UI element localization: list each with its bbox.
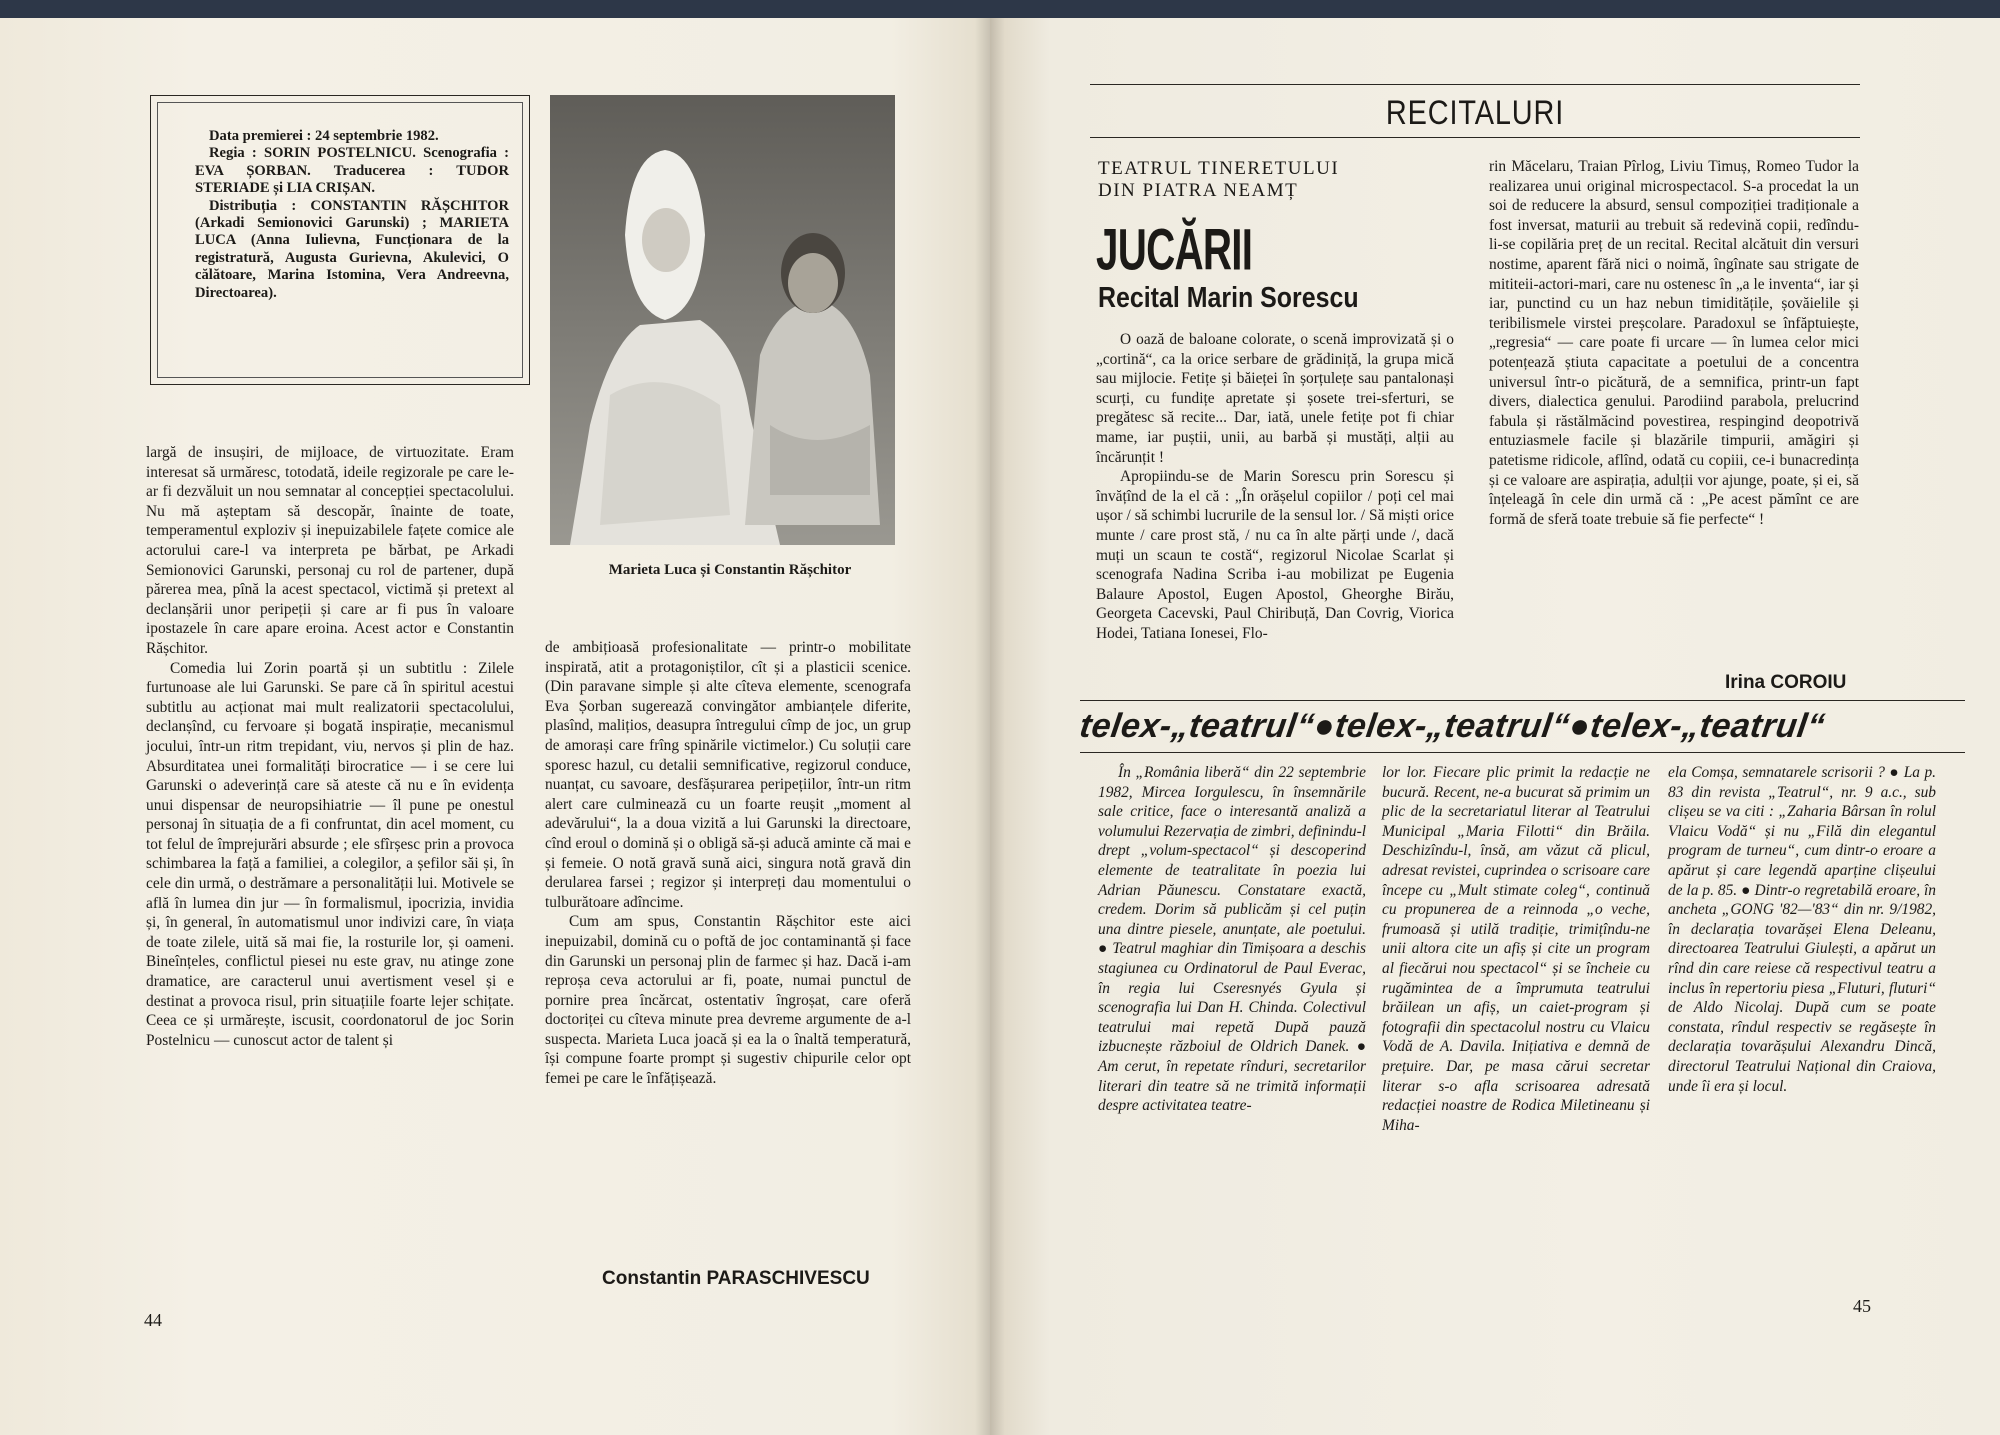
production-credits: Regia : SORIN POSTELNICU. Scenografia : EVA ȘORBAN. Traducerea : TUDOR STERIADE și LIA CRIȘAN. [195,145,509,197]
credits-box [150,95,530,385]
recital-column-2 [1489,157,1859,529]
paragraph: largă de insușiri, de mijloace, de virtuozitate. Eram interesat să urmăresc, totodată, ideile regizorale pe care le-ar fi dezvăluit un nou semnatar al concepției spectacolului. Nu mă așteptam să descopăr, înainte de toate, temperamentul exploziv și inepuizabilele fațete comice ale actorului care-l va interpreta pe bărbat, pe Arkadi Semionovici Garunski, personaj cu rol de partener, după părerea mea, pînă la acest spectacol, victimă și pretext al declanșării unor peripeții și care ar fi pus în valoare ipostazele în care apare eroina. Acest actor e Constantin Rășchitor. [146,444,514,657]
premiere-date: Data premierei : 24 septembrie 1982. [209,128,439,144]
page-number-left: 44 [144,1310,162,1330]
theatre-line: TEATRUL TINERETULUI [1098,158,1340,179]
recital-column-1 [1096,330,1454,644]
recital-signature: Irina COROIU [1725,672,1847,693]
paragraph: Comedia lui Zorin poartă și un subtitlu : Zilele furtunoase ale lui Garunski. Se pare că în spiritul acestui subtitlu au acționat mai mult realizatorii spectacolului, declanșînd, cu fervoare și bogată inspirație, mecanismul jocului, într-un ritm trepidant, viu, nervos și plin de haz. Absurditatea unei formalități birocratice — i se cere lui Garunski o adeverință care să ateste că nu e în evidența unui dispensar de neuropsihiatrie — îl pune pe onestul personaj în situația de a fi confruntat, din acel moment, cu tot felul de împrejurări absurde ; ele sfîrșesc prin a provoca schimbarea la față a familiei, a colegilor, a șefilor săi și, în cele din urmă, o destrămare a personalității lui. Motivele se află în lumea din jur — în formalismul, ipocrizia, invidia și, în general, în automatismul unor indivizi care, în viața de toate zilele, uită să mai fie, la rosturile lor, și oameni. Bineînțeles, conflictul piesei nu este grav, nu atinge zone dramatice, are caracterul unui avertisment vesel și e destinat a provoca risul, prin situațiile foarte lejer schițate. Ceea ce și urmărește, iscusit, coordonatorul de joc Sorin Postelnicu — cunoscut actor de talent și [146,659,514,1049]
paragraph: În „România liberă“ din 22 septembrie 1982, Mircea Iorgulescu, în însemnările sale critice, face o interesantă analiză a volumului Rezervația de zimbri, definindu-l drept „volum-spectacol“ și descoperind elemente de teatralitate în poezia lui Adrian Păunescu. Constatare exactă, credem. Dorim să publicăm și cel puțin una dintre piesele, anunțate, ale poetului. ● Teatrul maghiar din Timișoara a deschis stagiunea cu Ordinatorul de Paul Everac, în regia lui Cseresnyés Gyula și scenografia lui Dan H. Chinda. Colectivul teatrului mai repetă După pauză izbucnește războiul de Oldrich Danek. ● Am cerut, în repetate rînduri, secretarilor literari din teatre să ne trimită informații despre activitatea teatre- [1098,764,1367,1115]
paragraph: de ambițioasă profesionalitate — printr-o mobilitate inspirată, atit a protagoniștilor, cît și a plasticii scenice. (Din paravane simple și alte cîteva elemente, scenografa Eva Șorban sugerează convingător ambianțele diferite, plasînd, malițios, deasupra întregului cîmp de joc, un grup de amorași care frîng spinările victimelor.) Cu soluții care sporesc hazul, cu detalii semnificative, regizorul conduce, nuanțat, cu savoare, desfășurarea peripețiilor, într-un ritm alert care culminează cu un foarte reușit „moment al adevărului“, la a doua vizită a lui Garunski la directoare, cînd eroul o domină și o obligă să-și aducă aminte că mai e și femeie. O notă gravă sună aici, singura notă gravă din derularea farsei ; regizor și interpreți dau momentului o tulburătoare adîncime. [545,639,911,911]
paragraph: rin Măcelaru, Traian Pîrlog, Liviu Timuș, Romeo Tudor la realizarea unui original microspectacol. S-a procedat la un soi de reducere la absurd, sensul compoziției tradiționale a fost inversat, maturii au trebuit să redevină copii, redîndu-li-se copilăria preț de un recital. Recital alcătuit din versuri nostime, aparent fără nici o noimă, îngînate sau strigate de mititeii-actori-mari, care nu ostenesc în „a le inventa“, iar și iar, punctind cu un haz nebun timiditățile, șovăielile și teribilismele virstei preșcolare. Paradoxul se înfăptuiește, „regresia“ — care poate fi urcare — în lumea celor mici potențează știuta capacitate a poetului de a concentra universul într-o picătură, de a semnifica, printr-un fapt divers, dialectica genului. Parodiind parabola, prelucrind fabula și răstălmăcind povestirea, respingind deopotrivă entuziasmele facile și blazările timpurii, amăgiri și patetisme ridicole, aflînd, odată cu copiii, ce-i bunacredința și ce valoare are aspirația, adulții vor ajunge, poate, și ei, să înțeleagă în cele din urmă că : „Pe acest pămînt ce are formă de sferă toate trebuie să fie perfecte“ ! [1489,158,1859,528]
review-column-2 [545,638,911,1089]
cast-list: Distribuția : CONSTANTIN RĂȘCHITOR (Arkadi Semionovici Garunski) ; MARIETA LUCA (Anna Iulievna, Funcționara de la registratură, Augusta Gurievna, Akulevici, O călătoare, Marina Istomina, Vera Andreevna, Directoarea). [195,197,509,301]
telex-column-1 [1098,763,1366,1116]
page-number-right: 45 [1853,1296,1871,1316]
theatre-line: DIN PIATRA NEAMȚ [1098,180,1299,201]
photo-caption: Marieta Luca și Constantin Rășchitor [608,562,852,578]
section-rule [1090,137,1860,138]
play-title: JUCĂRII [1096,216,1253,283]
paragraph: lor lor. Fiecare plic primit la redacție ne bucură. Recent, ne-a bucurat să primim un plic de la secretariatul literar al Teatrului Municipal „Maria Filotti“ din Brăila. Deschizîndu-l, însă, am văzut că plicul, adresat revistei, cuprindea o scrisoare care începe cu „Mult stimate coleg“, continuă cu propunerea de a reinnoda „o veche, frumoasă și utilă tradiție, trimițîndu-ne unii altora cite un afiș și cite un program al fiecărui nou spectacol“ și se încheie cu rugămintea de a împrumuta teatrului brăilean un afiș, un caiet-program și fotografii din spectacolul nostru cu Vlaicu Vodă de A. Davila. Inițiativa e demnă de prețuire. Dar, pe masa cărui secretar literar s-o afla scrisoarea adresată redacției noastre de Rodica Miletineanu și Miha- [1382,764,1650,1134]
paragraph: Cum am spus, Constantin Rășchitor este aici inepuizabil, domină cu o poftă de joc contaminantă și face din Garunski un personaj plin de farmec și haz. Dacă i-am reproșa ceva actorului ar fi, poate, numai punctul de pornire prea încărcat, ostentativ îngroșat, care oferă doctoriței cu cîteva minute prea devreme argumente de a-l suspecta. Marieta Luca joacă și ea la o înaltă temperatură, își compune foarte prompt și sugestiv chipurile celor opt femei pe care le înfățișează. [545,913,911,1088]
paragraph: ela Comșa, semnatarele scrisorii ? ● La p. 83 din revista „Teatrul“, nr. 9 a.c., sub clișeu se va citi : „Zaharia Bârsan în rolul Vlaicu Vodă“ și nu „Filă din elegantul program de turneu“, cum dintr-o eroare a apărut și care legendă aparține clișeului de la p. 85. ● Dintr-o regretabilă eroare, în ancheta „GONG '82—'83“ din nr. 9/1982, în declarația tovarășei Elena Deleanu, directoarea Teatrului Giulești, a apărut un rînd din care reiese că respectivul teatru a inclus în repertoriu piesa „Fluturi, fluturi“ de Aldo Nicolaj. După cum se poate constata, rîndul respectiv se regăsește în declarația tovarășului Alexandru Dincă, directorul Teatrului Național din Craiova, unde îi era și locul. [1668,764,1936,1095]
telex-column-3 [1668,763,1936,1096]
author-signature: Constantin PARASCHIVESCU [602,1268,870,1289]
review-column-1 [146,443,514,1050]
production-photo [550,95,895,545]
photo-image [550,95,895,545]
telex-bottom-rule [1080,752,1965,753]
telex-top-rule [1080,700,1965,701]
theatre-name [1098,158,1408,202]
book-gutter [975,18,1005,1435]
section-title: RECITALURI [1385,94,1565,132]
recital-subtitle: Recital Marin Sorescu [1098,282,1359,314]
telex-column-2 [1382,763,1650,1135]
top-rule [1090,84,1860,85]
telex-banner: telex-„teatrul“●telex-„teatrul“●telex-„teatrul“ [1077,707,1828,745]
paragraph: O oază de baloane colorate, o scenă improvizată și o „cortină“, ca la orice serbare de grădiniță, la grupa mică sau mijlocie. Fetițe și băieței în șorțulețe sau pantalonași scurți, cu fundițe apretate și șosete trei-sferturi, se pregătesc să recite... Dar, iată, unele fetițe pot fi chiar mame, iar puștii, unii, au barbă și mustăți, alții au încărunțit ! [1096,331,1454,466]
paragraph: Apropiindu-se de Marin Sorescu prin Sorescu și învățînd de la el că : „În orășelul copiilor / poți cel mai ușor / să schimbi lucrurile de la sensul lor. / Să miști orice munte / care prost stă, / nu ca în alte părți unde /, dacă muți un scaun te costă“, regizorul Nicolae Scarlat și scenografa Nadina Scriba i-au mobilizat pe Eugenia Balaure Apostol, Eugen Apostol, Gheorghe Birău, Georgeta Cacevski, Paul Chiribuță, Dan Covrig, Viorica Hodei, Tatiana Ionesei, Flo- [1096,468,1454,642]
